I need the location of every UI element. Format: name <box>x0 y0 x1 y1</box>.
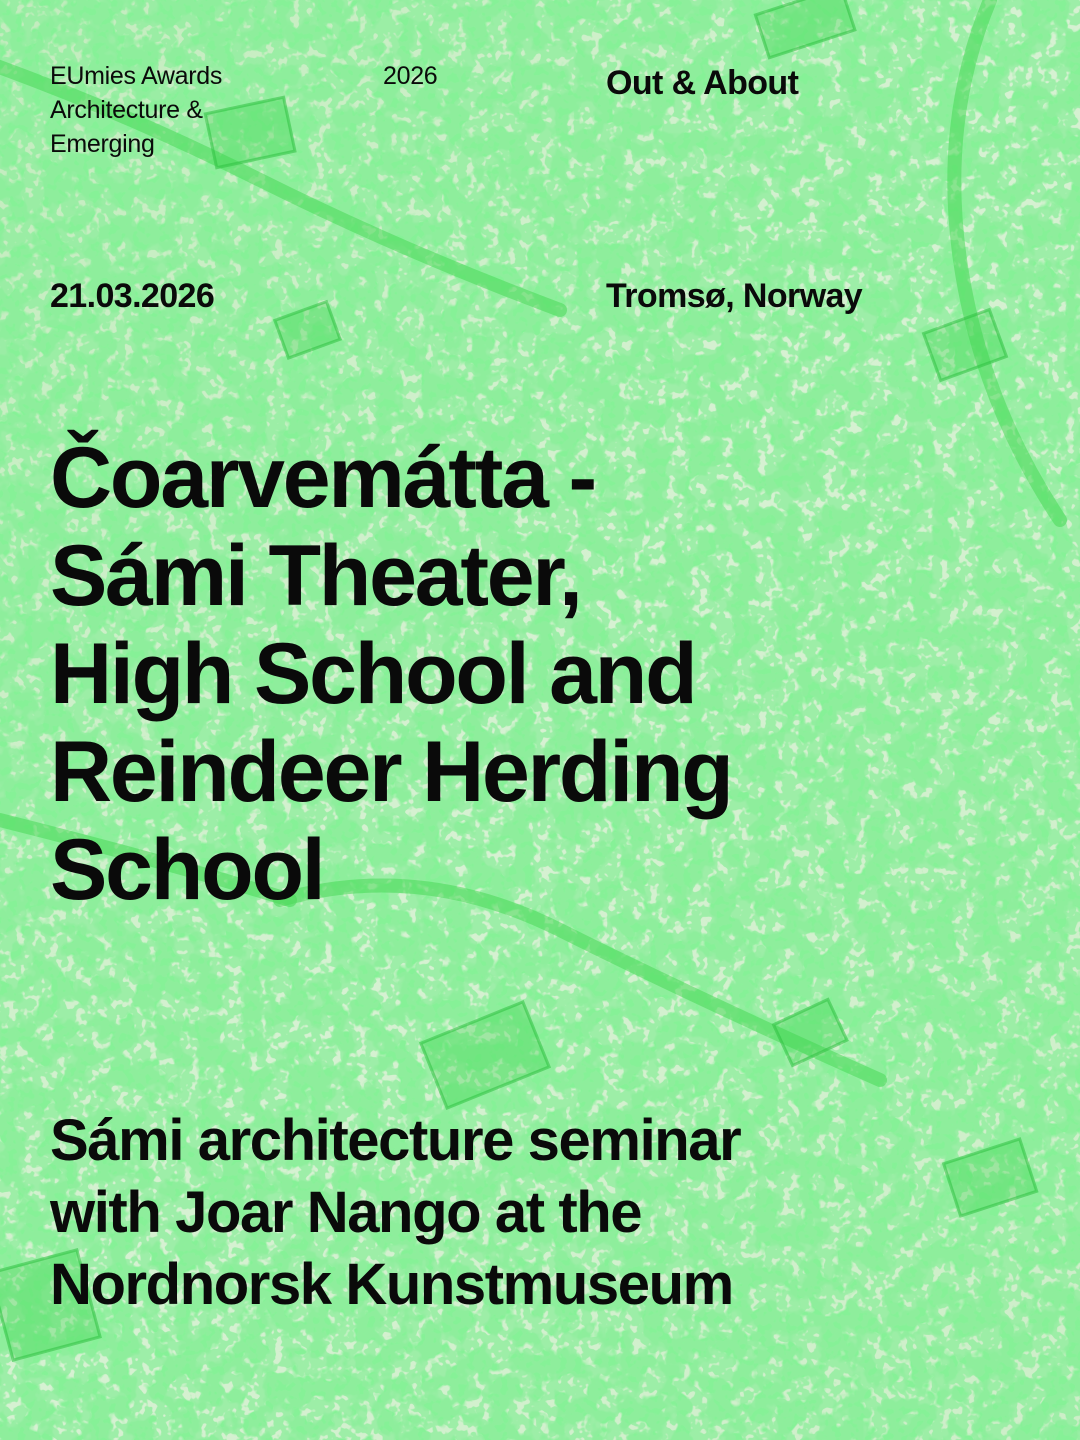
event-location: Tromsø, Norway <box>606 277 863 315</box>
title-line: Čoarvemátta - <box>50 430 595 526</box>
subtitle-line: Sámi architecture seminar <box>50 1108 741 1173</box>
title-line: School <box>50 822 324 918</box>
organization-line: EUmies Awards <box>50 62 223 90</box>
organization-line: Emerging <box>50 130 155 158</box>
title-line: Sámi Theater, <box>50 528 581 624</box>
event-date: 21.03.2026 <box>50 277 215 315</box>
series-name: Out & About <box>606 64 799 102</box>
edition-year: 2026 <box>383 62 438 90</box>
organization-line: Architecture & <box>50 96 203 124</box>
subtitle-line: with Joar Nango at the <box>50 1180 642 1245</box>
organization-name <box>50 59 222 161</box>
subtitle-line: Nordnorsk Kunstmuseum <box>50 1252 733 1317</box>
project-title <box>50 429 732 919</box>
event-description <box>50 1105 740 1321</box>
title-line: High School and <box>50 626 696 722</box>
title-line: Reindeer Herding <box>50 724 732 820</box>
